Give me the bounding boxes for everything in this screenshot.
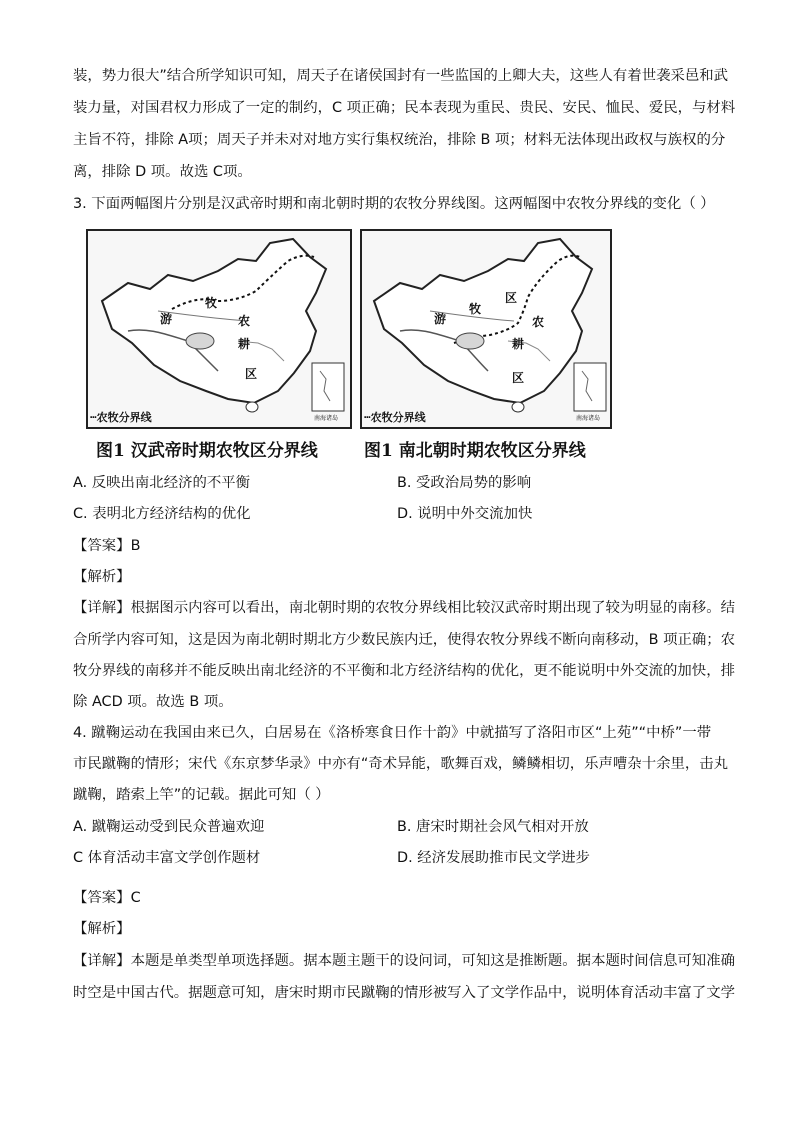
- q4-detail-line: 时空是中国古代。据题意可知，唐宋时期市民蹴鞠的情形被写入了文学作品中，说明体育活动丰富了文学: [73, 985, 735, 1001]
- q3-detail-line: 合所学内容可知，这是因为南北朝时期北方少数民族内迁，使得农牧分界线不断向南移动，B 项正确；农: [73, 632, 736, 648]
- q4-detail-line: 【详解】本题是单类型单项选择题。据本题主题干的设问词，可知这是推断题。据本题时间信息可知准确: [73, 953, 735, 969]
- text-line: 装力量，对国君权力形成了一定的制约，C 项正确；民本表现为重民、贵民、安民、恤民、爱民，与材料: [73, 100, 736, 116]
- region-label: 耕: [512, 337, 525, 351]
- region-label: 牧: [205, 296, 218, 310]
- region-label: 农: [238, 314, 251, 328]
- region-label: 游: [434, 312, 447, 326]
- text-line: 主旨不符，排除 A项；周天子并未对对地方实行集权统治，排除 B 项；材料无法体现出政权与族权的分: [73, 132, 726, 148]
- text-line: 装，势力很大”结合所学知识可知，周天子在诸侯国封有一些监国的上卿大夫，这些人有着世袭采邑和武: [73, 68, 729, 84]
- q4-option-c: C 体育活动丰富文学创作题材: [73, 850, 261, 866]
- q4-answer: 【答案】C: [73, 890, 141, 906]
- south-sea-inset: [312, 363, 344, 411]
- region-label: 区: [505, 291, 518, 305]
- region-label: 耕: [238, 337, 251, 351]
- q3-analysis-label: 【解析】: [73, 569, 131, 585]
- map-legend: ┅农牧分界线: [364, 411, 426, 424]
- region-label: 区: [245, 367, 258, 381]
- map-han-wudi: [86, 229, 352, 429]
- q3-option-d: D. 说明中外交流加快: [397, 506, 533, 522]
- map-southern-northern-dynasties: [360, 229, 612, 429]
- region-label: 游: [160, 312, 173, 326]
- q3-answer: 【答案】B: [73, 538, 141, 554]
- q3-detail-line: 牧分界线的南移并不能反映出南北经济的不平衡和北方经济结构的优化，更不能说明中外交流的加快，排: [73, 663, 735, 679]
- q3-detail-line: 【详解】根据图示内容可以看出，南北朝时期的农牧分界线相比较汉武帝时期出现了较为明显的南移。结: [73, 600, 735, 616]
- question-4-stem-line: 蹴鞠，踏索上竿”的记载。据此可知（ ）: [73, 787, 330, 803]
- question-4-stem-line: 4. 蹴鞠运动在我国由来已久，白居易在《洛桥寒食日作十韵》中就描写了洛阳市区“上苑”“中桥”一带: [73, 725, 712, 741]
- map-caption-left: 图1 汉武帝时期农牧区分界线: [96, 441, 318, 461]
- q4-option-a: A. 蹴鞠运动受到民众普遍欢迎: [73, 819, 265, 835]
- region-label: 牧: [469, 302, 482, 316]
- text-line: 离，排除 D 项。故选 C项。: [73, 164, 252, 180]
- q3-option-a: A. 反映出南北经济的不平衡: [73, 475, 251, 491]
- q4-analysis-label: 【解析】: [73, 921, 131, 937]
- q3-option-c: C. 表明北方经济结构的优化: [73, 506, 251, 522]
- china-outline-map-right: [362, 231, 610, 427]
- region-label: 区: [512, 371, 525, 385]
- q4-option-b: B. 唐宋时期社会风气相对开放: [397, 819, 589, 835]
- q4-option-d: D. 经济发展助推市民文学进步: [397, 850, 590, 866]
- south-sea-inset: [574, 363, 606, 411]
- inset-label: 南海诸岛: [576, 415, 601, 422]
- china-outline-map-left: [88, 231, 350, 427]
- map-caption-right: 图1 南北朝时期农牧区分界线: [364, 441, 586, 461]
- map-legend: ┅农牧分界线: [90, 411, 152, 424]
- q3-option-b: B. 受政治局势的影响: [397, 475, 532, 491]
- inset-label: 南海诸岛: [314, 415, 339, 422]
- region-label: 农: [532, 315, 545, 329]
- question-4-stem-line: 市民蹴鞠的情形；宋代《东京梦华录》中亦有“奇术异能，歌舞百戏，鳞鳞相切，乐声嘈杂十余里，击丸: [73, 756, 729, 772]
- q3-detail-line: 除 ACD 项。故选 B 项。: [73, 694, 233, 710]
- question-3-stem: 3. 下面两幅图片分别是汉武帝时期和南北朝时期的农牧分界线图。这两幅图中农牧分界线的变化（ ）: [73, 196, 715, 212]
